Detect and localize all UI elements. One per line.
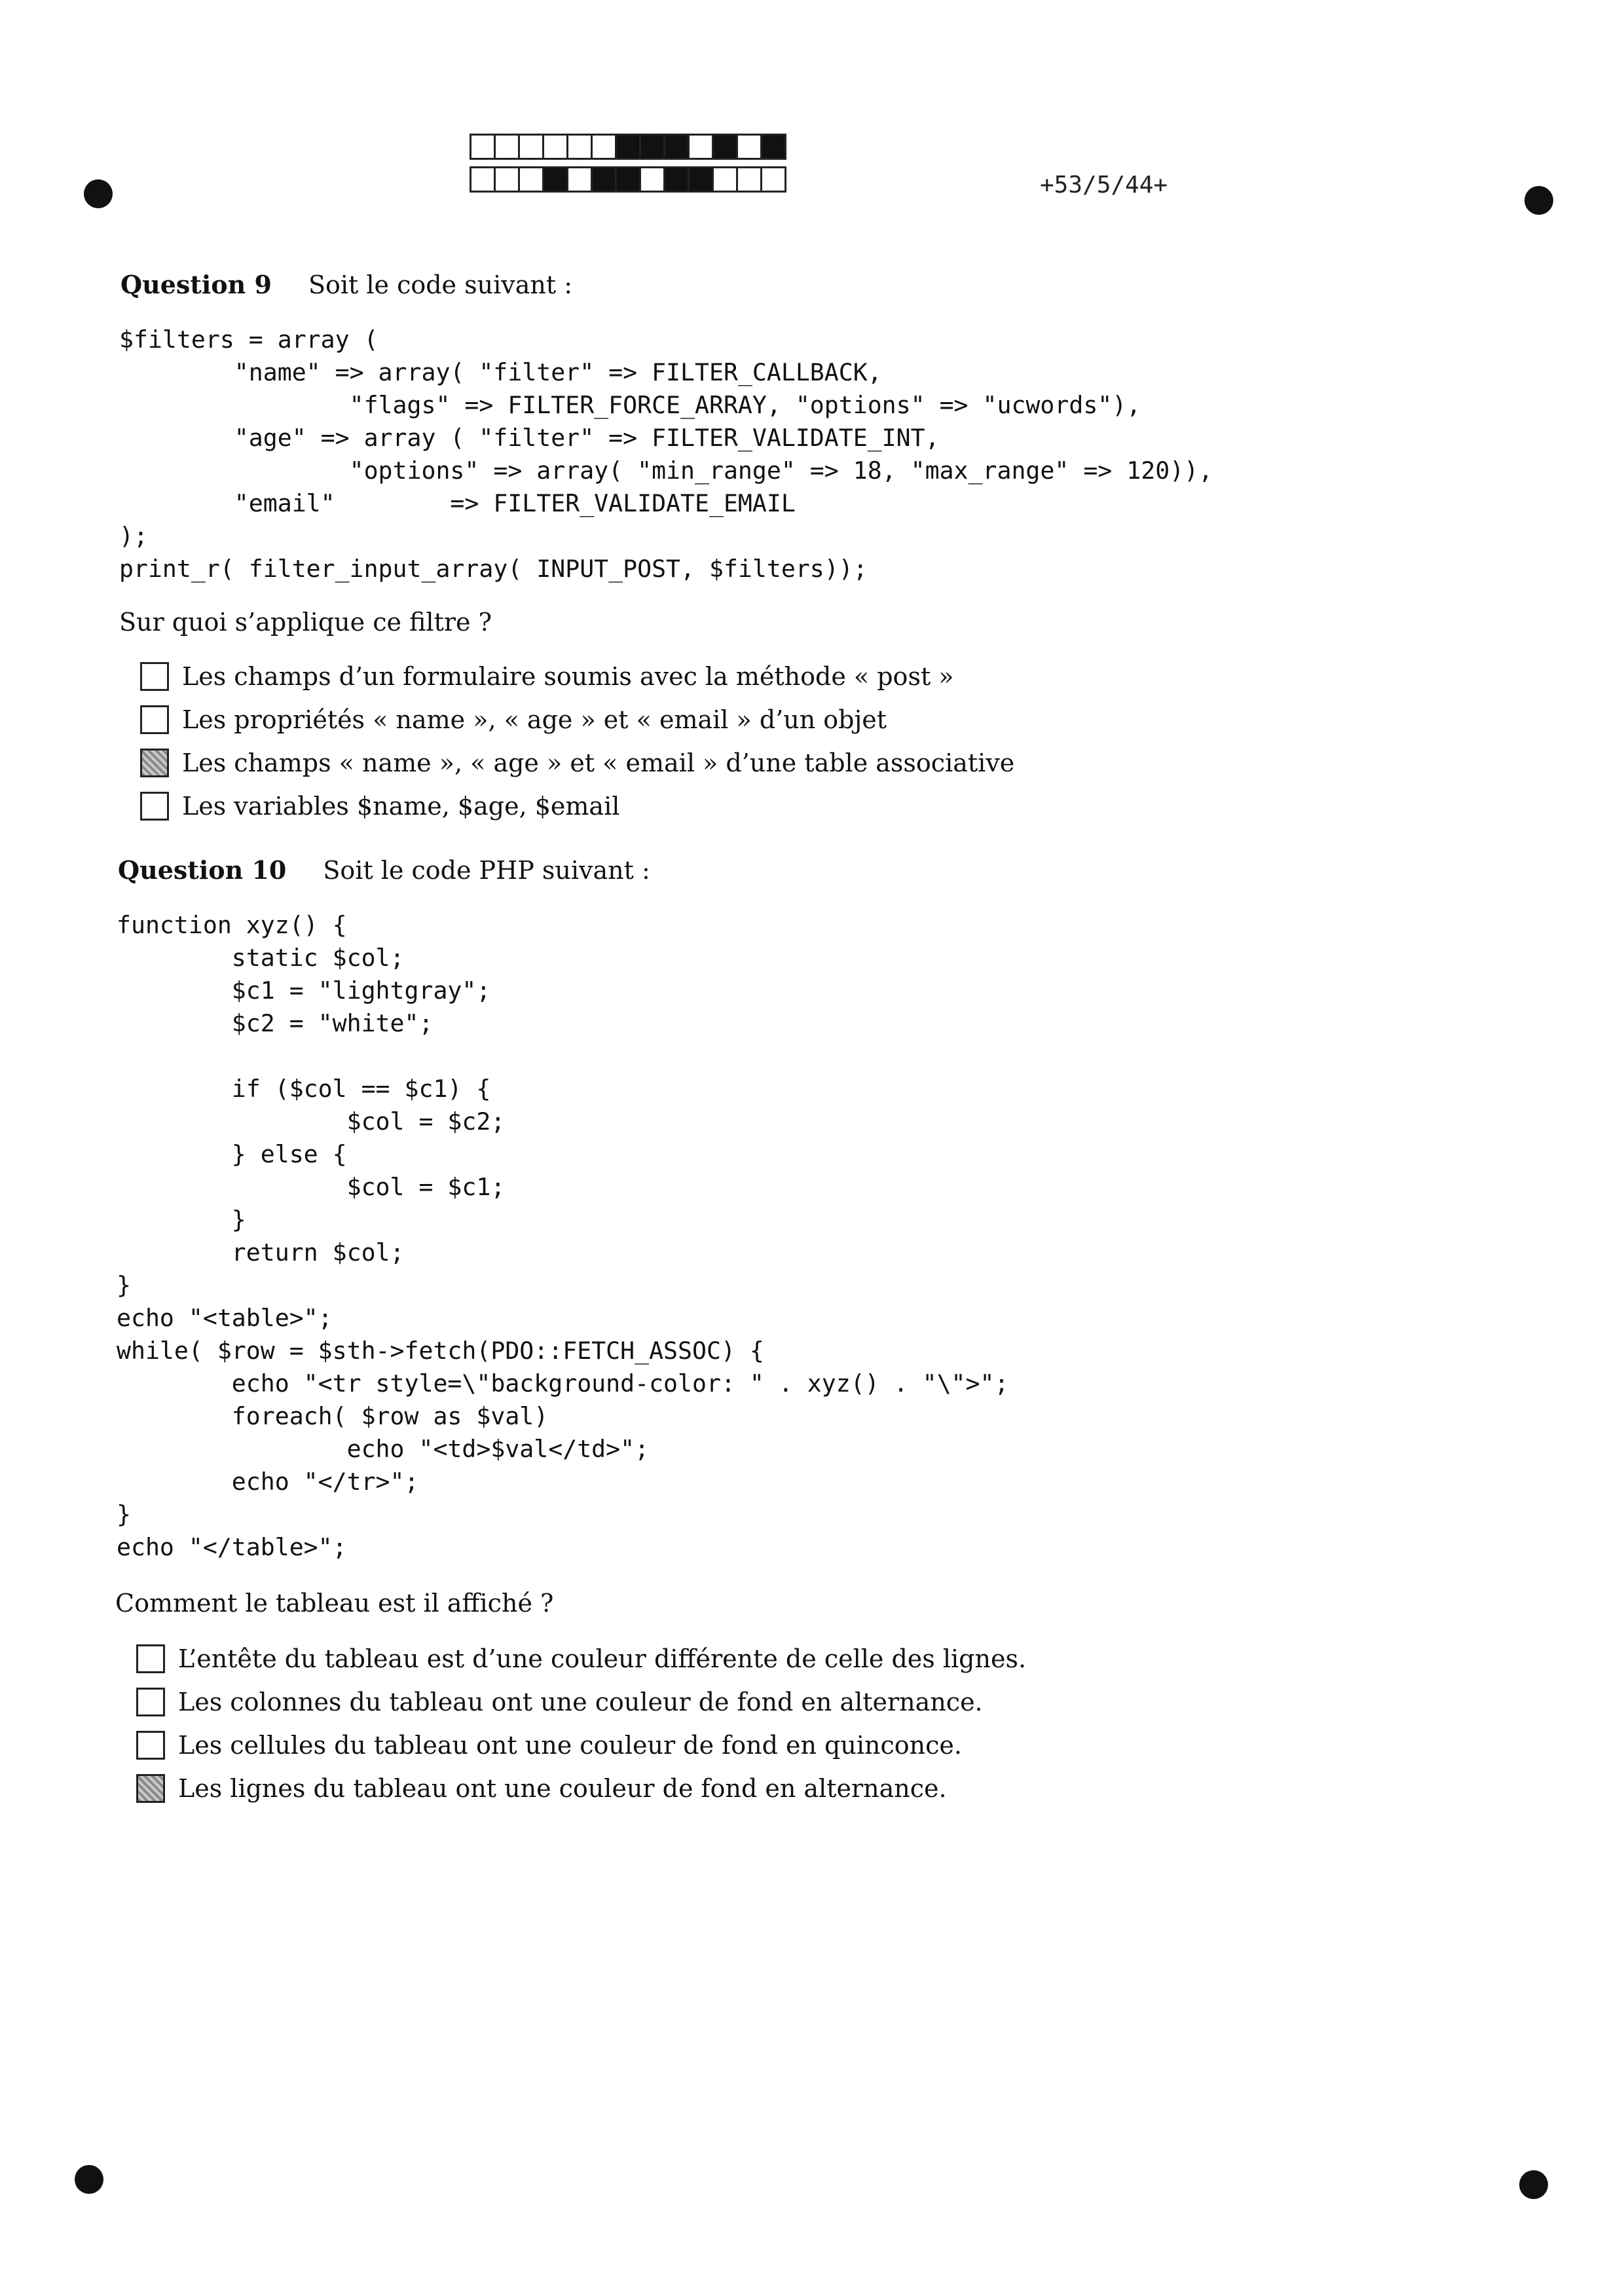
barcode-cell	[470, 134, 496, 160]
page-identifier: +53/5/44+	[1040, 172, 1168, 198]
registration-mark-top-left	[84, 179, 113, 208]
checked-checkbox[interactable]	[136, 1774, 165, 1803]
barcode-cell	[615, 134, 641, 160]
question-9-label: Question 9	[120, 270, 272, 299]
barcode-cell	[566, 134, 593, 160]
checkbox[interactable]	[140, 792, 169, 821]
barcode-cell	[591, 134, 617, 160]
barcode-cell	[542, 166, 568, 193]
answer-choice-label: Les cellules du tableau ont une couleur de fond en quinconce.	[178, 1731, 962, 1760]
barcode-cell	[518, 166, 544, 193]
answer-choice	[140, 698, 1014, 741]
question-9-choices	[140, 655, 1014, 828]
question-9-code: $filters = array ( "name" => array( "filter" => FILTER_CALLBACK, "flags" => FILTER_FORCE_ARRAY, "options" => "ucwords"), "age" => array ( "filter" => FILTER_VALIDATE_INT, "options" => array( "min_range" => 18, "max_range" => 120)), "email" => FILTER_VALIDATE_EMAIL ); print_r( filter_input_array( INPUT_POST, $filters));	[119, 325, 1213, 583]
question-9-intro: Soit le code suivant :	[308, 270, 573, 299]
checked-checkbox[interactable]	[140, 749, 169, 777]
barcode-cell	[712, 166, 738, 193]
checkbox[interactable]	[136, 1688, 165, 1716]
registration-mark-top-right	[1524, 186, 1553, 215]
barcode-cell	[663, 166, 690, 193]
barcode-cell	[470, 166, 496, 193]
barcode-cell	[494, 166, 520, 193]
answer-choice	[140, 741, 1014, 785]
barcode-cell	[566, 166, 593, 193]
question-10-code: function xyz() { static $col; $c1 = "lightgray"; $c2 = "white"; if ($col == $c1) { $col = $c2; } else { $col = $c1; } return $col; } echo "<table>"; while( $row = $sth->fetch(PDO::FETCH_ASSOC) { echo "<tr style=\"background-color: " . xyz() . "\">"; foreach( $row as $val) echo "<td>$val</td>"; echo "</tr>"; } echo "</table>";	[117, 911, 1009, 1561]
registration-mark-bottom-right	[1519, 2170, 1548, 2199]
barcode-cell	[663, 134, 690, 160]
question-9-header	[120, 270, 572, 299]
checkbox[interactable]	[136, 1644, 165, 1673]
barcode-cell	[542, 134, 568, 160]
answer-choice-label: Les champs d’un formulaire soumis avec la méthode « post »	[182, 662, 954, 691]
barcode-cell	[688, 134, 714, 160]
answer-choice	[136, 1724, 1026, 1767]
registration-mark-bottom-left	[75, 2165, 103, 2194]
barcode-cell	[688, 166, 714, 193]
answer-choice-label: Les colonnes du tableau ont une couleur de fond en alternance.	[178, 1688, 983, 1716]
barcode-cell	[736, 134, 762, 160]
barcode-cell	[712, 134, 738, 160]
answer-choice-label: L’entête du tableau est d’une couleur différente de celle des lignes.	[178, 1644, 1027, 1673]
question-10-intro: Soit le code PHP suivant :	[323, 856, 650, 885]
checkbox[interactable]	[136, 1731, 165, 1760]
answer-choice	[136, 1637, 1026, 1680]
answer-choice-label: Les propriétés « name », « age » et « email » d’un objet	[182, 705, 887, 734]
answer-choice	[136, 1767, 1026, 1810]
barcode-cell	[736, 166, 762, 193]
page-barcode-top	[471, 134, 786, 160]
answer-choice	[136, 1680, 1026, 1724]
barcode-cell	[494, 134, 520, 160]
answer-choice-label: Les lignes du tableau ont une couleur de fond en alternance.	[178, 1774, 947, 1803]
barcode-cell	[760, 134, 786, 160]
page-barcode-bottom	[471, 166, 786, 193]
answer-choice	[140, 785, 1014, 828]
answer-choice-label: Les variables $name, $age, $email	[182, 792, 620, 821]
barcode-cell	[591, 166, 617, 193]
answer-choice	[140, 655, 1014, 698]
checkbox[interactable]	[140, 705, 169, 734]
barcode-cell	[639, 166, 665, 193]
question-9-prompt: Sur quoi s’applique ce filtre ?	[119, 608, 492, 637]
barcode-cell	[615, 166, 641, 193]
barcode-cell	[760, 166, 786, 193]
answer-choice-label: Les champs « name », « age » et « email » d’une table associative	[182, 749, 1015, 777]
barcode-cell	[518, 134, 544, 160]
question-10-prompt: Comment le tableau est il affiché ?	[115, 1589, 554, 1618]
question-10-label: Question 10	[118, 855, 287, 885]
barcode-cell	[639, 134, 665, 160]
question-10-choices	[136, 1637, 1026, 1810]
checkbox[interactable]	[140, 662, 169, 691]
question-10-header	[118, 855, 650, 885]
